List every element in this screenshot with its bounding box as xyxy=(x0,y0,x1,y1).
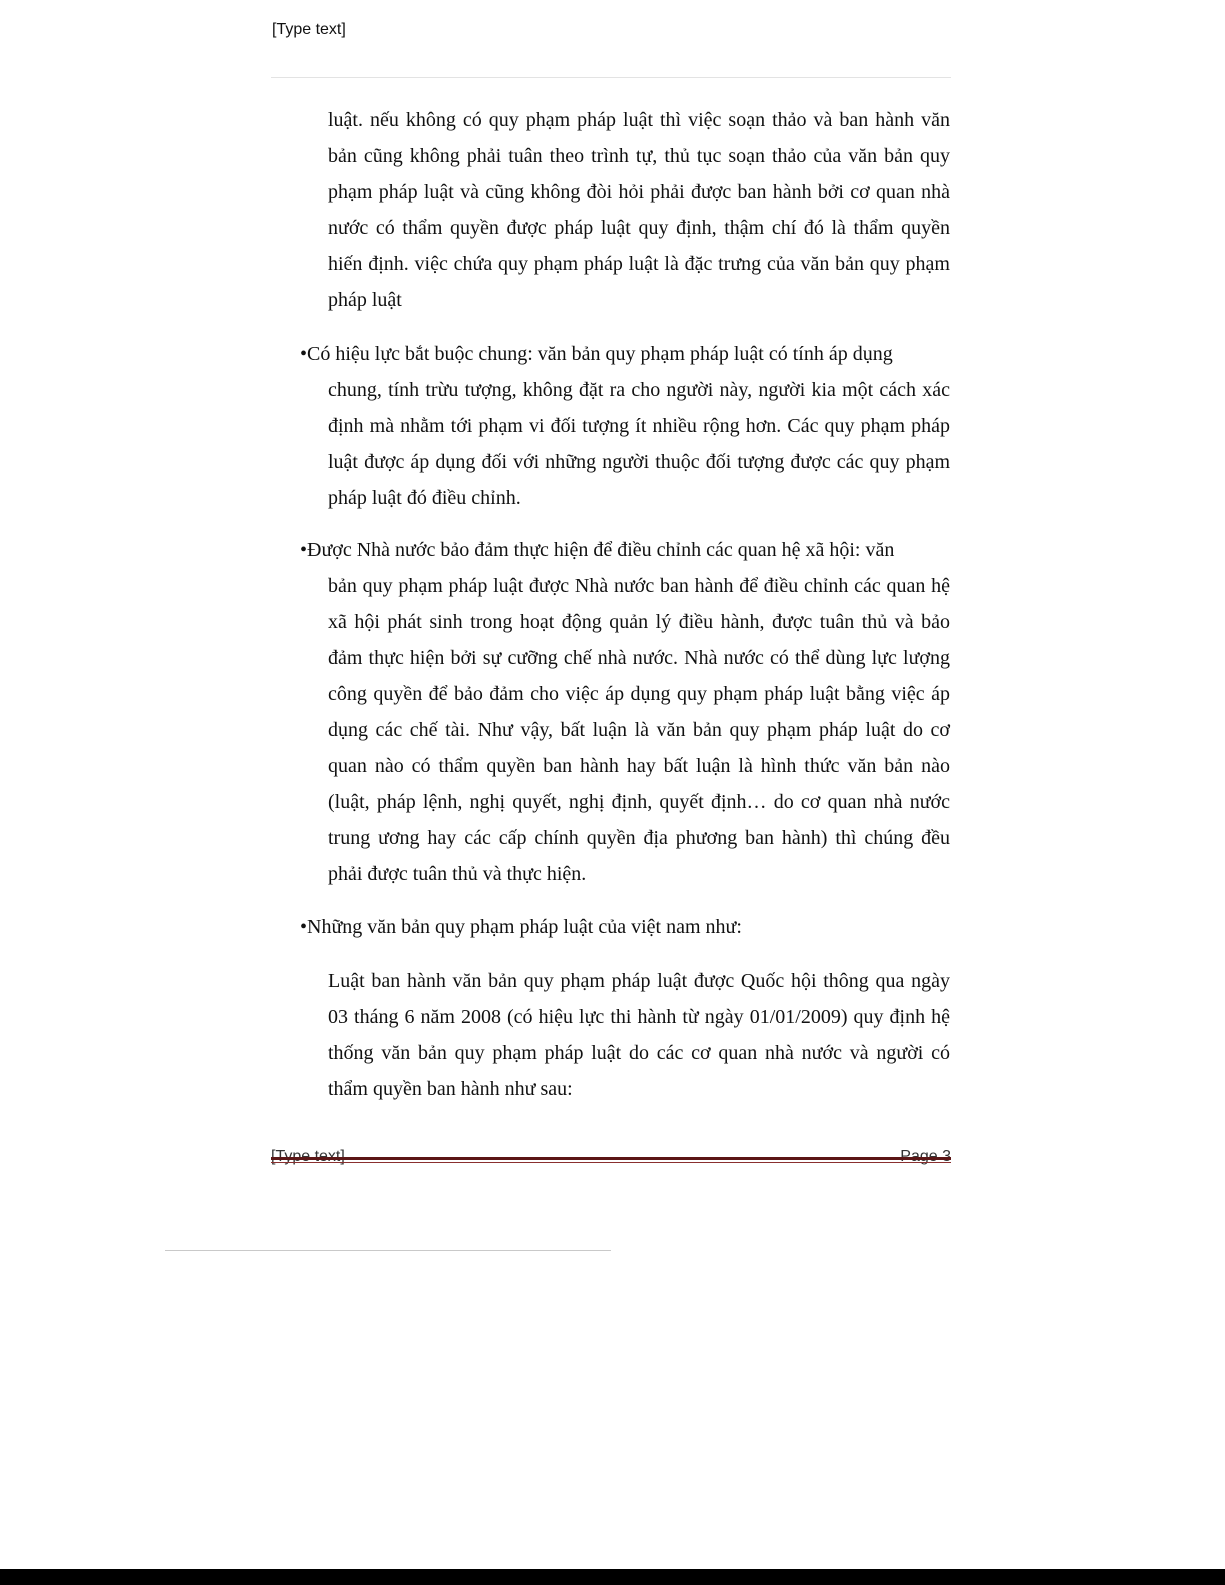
footer-divider-thick xyxy=(271,1157,951,1160)
continuation-paragraph: luật. nếu không có quy phạm pháp luật thì việc soạn thảo và ban hành văn bản cũng không phải tuân theo trình tự, thủ tục soạn thảo của văn bản quy phạm pháp luật và cũng không đòi hỏi phải được ban hành bởi cơ quan nhà nước có thẩm quyền được pháp luật quy định, thậm chí đó là thẩm quyền hiến định. việc chứa quy phạm pháp luật là đặc trưng của văn bản quy phạm pháp luật xyxy=(328,109,950,311)
bullet-item-state-guarantee xyxy=(300,532,950,892)
bullet-first-line: •Những văn bản quy phạm pháp luật của việt nam như: xyxy=(300,916,742,938)
page-header-text: [Type text] xyxy=(272,21,346,38)
bullet-item-vietnam-documents xyxy=(300,909,950,945)
header-divider xyxy=(271,77,951,78)
bottom-edge-bar xyxy=(0,1569,1225,1585)
page-separator-line xyxy=(165,1250,611,1251)
page-footer xyxy=(271,1148,951,1168)
bullet-item-binding-effect xyxy=(300,336,950,516)
bullet-first-line: •Có hiệu lực bắt buộc chung: văn bản quy phạm pháp luật có tính áp dụng xyxy=(300,343,893,365)
law-note-paragraph: Luật ban hành văn bản quy phạm pháp luật được Quốc hội thông qua ngày 03 tháng 6 năm 2008 (có hiệu lực thi hành từ ngày 01/01/2009) quy định hệ thống văn bản quy phạm pháp luật do các cơ quan nhà nước và người có thẩm quyền ban hành như sau: xyxy=(328,970,950,1100)
bullet-continuation: chung, tính trừu tượng, không đặt ra cho người này, người kia một cách xác định mà nhằm tới phạm vi đối tượng ít nhiều rộng hơn. Các quy phạm pháp luật được áp dụng đối với những người thuộc đối tượng được các quy phạm pháp luật đó điều chỉnh. xyxy=(328,379,950,509)
bullet-first-line: •Được Nhà nước bảo đảm thực hiện để điều chỉnh các quan hệ xã hội: văn xyxy=(300,539,895,561)
footer-divider-thin xyxy=(271,1162,951,1163)
bullet-continuation: bản quy phạm pháp luật được Nhà nước ban hành để điều chỉnh các quan hệ xã hội phát sinh trong hoạt động quản lý điều hành, được tuân thủ và bảo đảm thực hiện bởi sự cưỡng chế nhà nước. Nhà nước có thể dùng lực lượng công quyền để bảo đảm cho việc áp dụng quy phạm pháp luật bằng việc áp dụng các chế tài. Như vậy, bất luận là văn bản quy phạm pháp luật do cơ quan nào có thẩm quyền ban hành hay bất luận là hình thức văn bản nào (luật, pháp lệnh, nghị quyết, nghị định, quyết định… do cơ quan nhà nước trung ương hay các cấp chính quyền địa phương ban hành) thì chúng đều phải được tuân thủ và thực hiện. xyxy=(328,575,950,885)
